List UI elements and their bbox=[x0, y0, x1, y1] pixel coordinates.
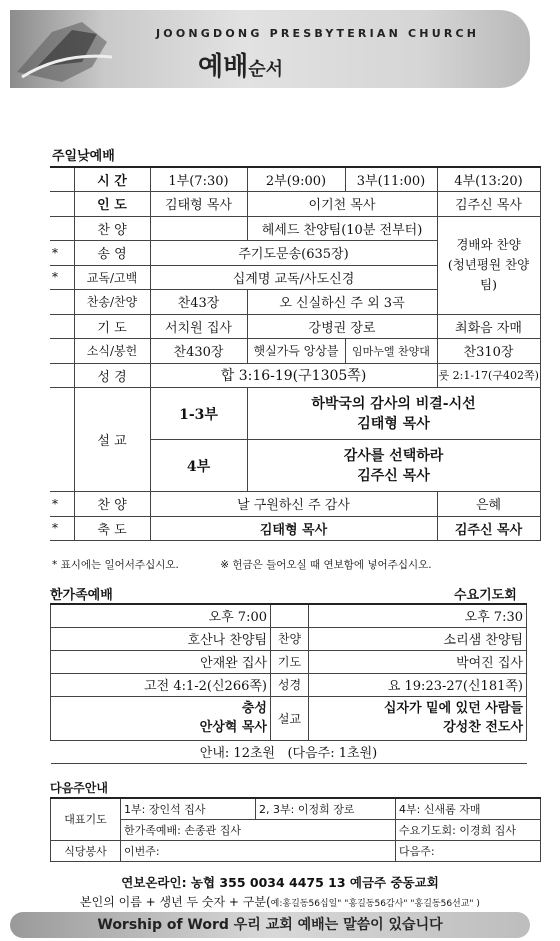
praying-hands-sketch bbox=[12, 12, 122, 86]
time-3: 3부(11:00) bbox=[345, 167, 437, 192]
sunday-service-title: 주일낮예배 bbox=[52, 149, 115, 164]
next-week-title: 다음주안내 bbox=[50, 781, 108, 795]
row-label: 설 교 bbox=[74, 388, 150, 492]
table-row: 인 도 김태형 목사 이기천 목사 김주신 목사 bbox=[50, 192, 540, 217]
table-row bbox=[50, 167, 540, 192]
row-label: 축 도 bbox=[74, 516, 150, 541]
wednesday-prayer-title: 수요기도회 bbox=[454, 588, 517, 603]
notes bbox=[52, 557, 432, 572]
table-row: * 교독/고백 십계명 교독/사도신경 bbox=[50, 265, 540, 290]
table-row: 찬 양 헤세드 찬양팀(10분 전부터) 경배와 찬양 (청년평원 찬양팀) bbox=[50, 216, 540, 241]
time-1: 1부(7:30) bbox=[150, 167, 247, 192]
row-label: 찬송/찬양 bbox=[74, 290, 150, 315]
table-row: * 축 도 김태형 목사 김주신 목사 bbox=[50, 516, 540, 541]
row-label: 송 영 bbox=[74, 241, 150, 266]
table-row: 성 경 합 3:16-19(구1305쪽) 룻 2:1-17(구402쪽) bbox=[50, 363, 540, 388]
row-label: 교독/고백 bbox=[74, 265, 150, 290]
sermon-1: 하박국의 감사의 비결-시선 김태형 목사 bbox=[247, 388, 540, 440]
row-label: 기 도 bbox=[74, 314, 150, 339]
table-row bbox=[51, 740, 527, 763]
table-row: 소식/봉헌 찬430장 햇실가득 앙상블 임마누엘 찬양대 찬310장 bbox=[50, 339, 540, 364]
usher-guide: 안내: 12초원 (다음주: 1초원) bbox=[51, 740, 527, 763]
family-wednesday-table bbox=[50, 603, 527, 764]
time-4: 4부(13:20) bbox=[437, 167, 540, 192]
next-week-table bbox=[50, 797, 541, 862]
table-row: 기 도 서치원 집사 강병권 장로 최화음 자매 bbox=[50, 314, 540, 339]
footer-banner: Worship of Word 우리 교회 예배는 말씀이 있습니다 bbox=[10, 912, 530, 938]
row-label: 성 경 bbox=[74, 363, 150, 388]
row-label: 인 도 bbox=[74, 192, 150, 217]
sunday-service-table bbox=[50, 166, 541, 541]
offering-name-guide: 본인의 이름 + 생년 두 숫자 + 구분(예:홍길동56십일" "홍길동56감사" "홍길동56선교" ) bbox=[80, 895, 480, 909]
note-offering: ※ 헌금은 들어오실 때 연보함에 넣어주십시오. bbox=[220, 559, 432, 571]
table-row: 충성 안상혁 목사 설교 십자가 밑에 있던 사람들 강성찬 전도사 bbox=[51, 696, 527, 740]
family-service-title: 한가족예배 bbox=[50, 588, 113, 603]
table-row: 설 교 1-3부 하박국의 감사의 비결-시선 김태형 목사 bbox=[50, 388, 540, 440]
header-banner bbox=[0, 0, 560, 100]
online-offering-account: 연보온라인: 농협 355 0034 4475 13 예금주 중동교회 bbox=[121, 875, 439, 890]
row-label: 찬 양 bbox=[74, 216, 150, 241]
sermon-2: 감사를 선택하라 김주신 목사 bbox=[247, 440, 540, 492]
row-label: 찬 양 bbox=[74, 492, 150, 517]
note-stand: * 표시에는 일어서주십시오. bbox=[52, 559, 179, 571]
time-2: 2부(9:00) bbox=[247, 167, 345, 192]
side-worship: 경배와 찬양 (청년평원 찬양팀) bbox=[437, 216, 540, 314]
table-row: 한가족예배: 손종관 집사 수요기도회: 이경희 집사 bbox=[51, 819, 541, 840]
table-row: 대표기도 1부: 장인석 집사 2, 3부: 이정희 장로 4부: 신새롬 자매 bbox=[51, 798, 541, 819]
table-row: * 송 영 주기도문송(635장) bbox=[50, 241, 540, 266]
table-row: * 찬 양 날 구원하신 주 감사 은혜 bbox=[50, 492, 540, 517]
table-row: 식당봉사 이번주: 다음주: bbox=[51, 840, 541, 861]
table-row: 안재완 집사 기도 박여진 집사 bbox=[51, 650, 527, 673]
row-label: 소식/봉헌 bbox=[74, 339, 150, 364]
table-row: 찬송/찬양 찬43장 오 신실하신 주 외 3곡 bbox=[50, 290, 540, 315]
page-title: 예배순서 bbox=[198, 52, 284, 82]
church-name: JOONGDONG PRESBYTERIAN CHURCH bbox=[156, 27, 480, 40]
row-label: 시 간 bbox=[74, 167, 150, 192]
table-row: 호산나 찬양팀 찬양 소리샘 찬양팀 bbox=[51, 627, 527, 650]
table-row: 4부 감사를 선택하라 김주신 목사 bbox=[50, 440, 540, 492]
table-row: 고전 4:1-2(신266쪽) 성경 요 19:23-27(신181쪽) bbox=[51, 673, 527, 696]
table-row: 오후 7:00 오후 7:30 bbox=[51, 604, 527, 627]
